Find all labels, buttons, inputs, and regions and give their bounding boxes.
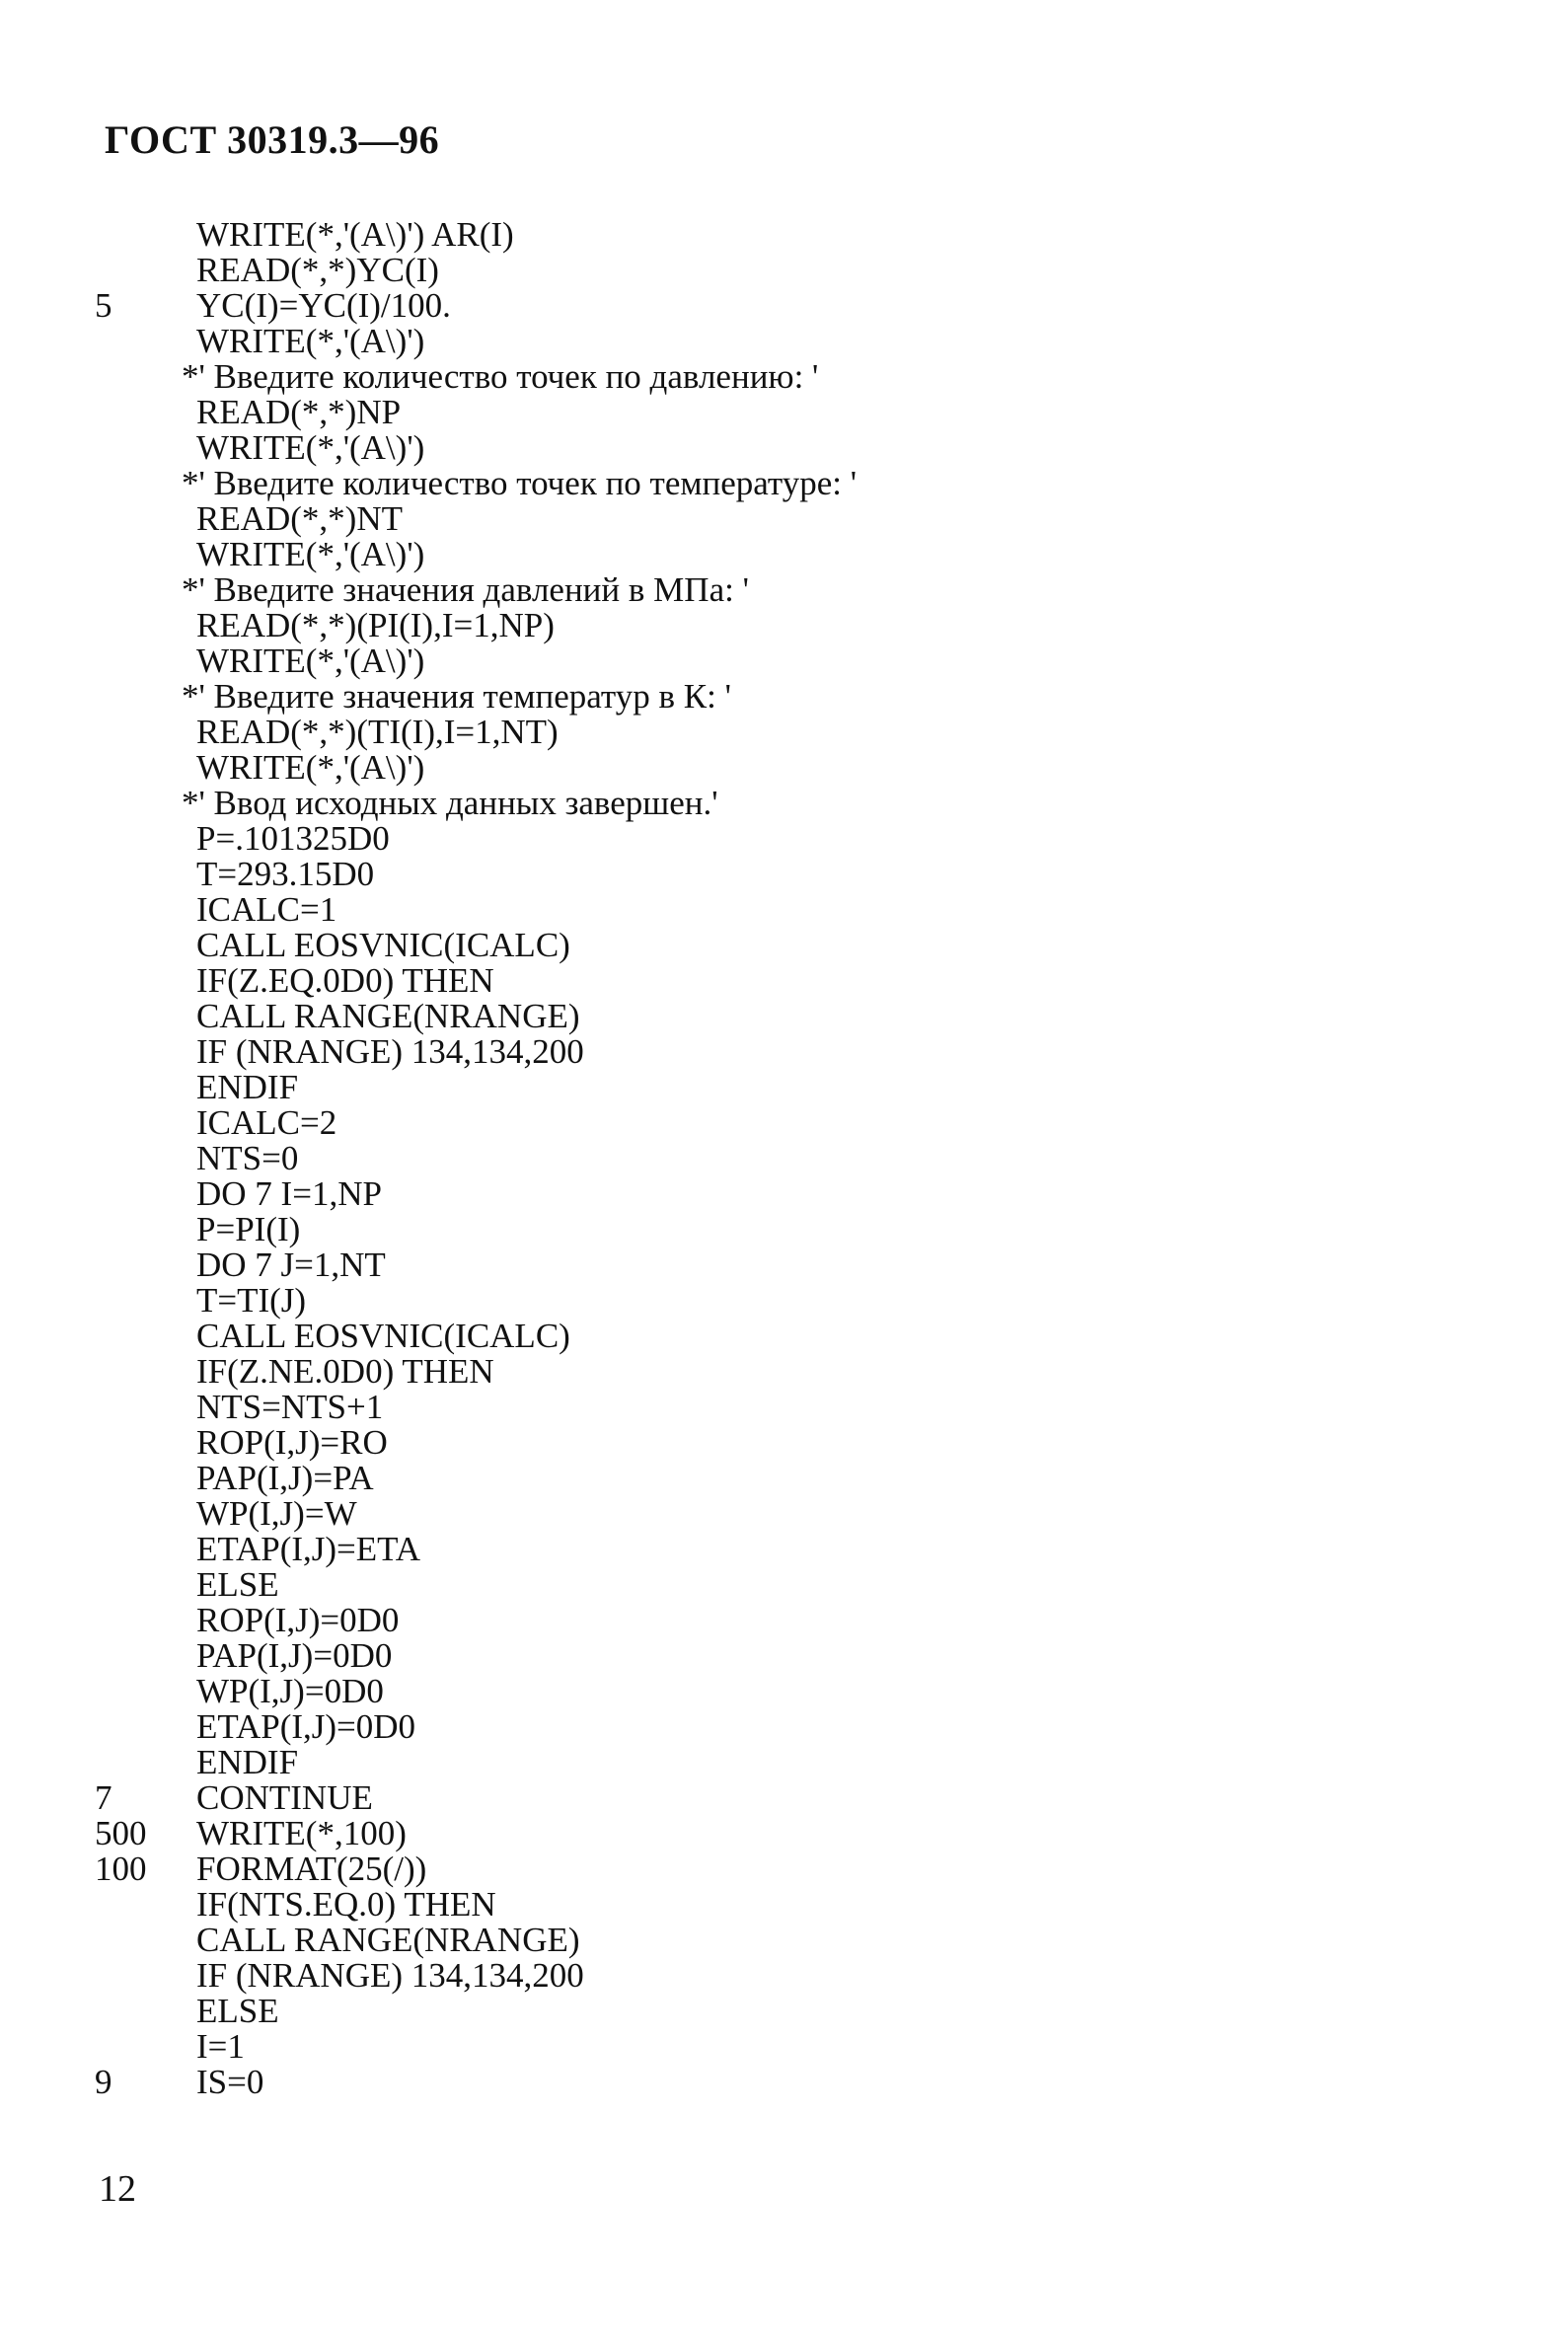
code-line [95,643,1378,679]
code-statement: CALL EOSVNIC(ICALC) [196,1317,570,1355]
code-line [95,1780,1378,1816]
code-line [95,892,1378,928]
code-statement: T=TI(J) [196,1281,307,1320]
code-statement: PAP(I,J)=0D0 [196,1636,393,1675]
code-statement: WRITE(*,'(A\)') [196,428,425,467]
code-statement: WP(I,J)=W [196,1494,357,1533]
statement-label: 5 [95,286,112,325]
code-line [95,1496,1378,1532]
code-line [95,1176,1378,1212]
code-statement: PAP(I,J)=PA [196,1459,374,1497]
code-statement: T=293.15D0 [196,855,375,893]
code-line [95,430,1378,466]
code-statement: *' Введите значения давлений в МПа: ' [182,570,749,609]
code-statement: ROP(I,J)=0D0 [196,1601,400,1639]
code-statement: IF(Z.NE.0D0) THEN [196,1352,494,1391]
code-line [95,928,1378,963]
code-statement: CALL RANGE(NRANGE) [196,997,580,1035]
code-line [95,1425,1378,1461]
code-statement: I=1 [196,2027,245,2066]
code-statement: READ(*,*)NT [196,499,403,538]
code-statement: IS=0 [196,2063,264,2101]
code-line [95,999,1378,1034]
code-line [95,679,1378,715]
code-line [95,1816,1378,1851]
code-statement: YC(I)=YC(I)/100. [196,286,451,325]
code-statement: NTS=NTS+1 [196,1388,384,1426]
code-line [95,2065,1378,2100]
code-statement: IF(Z.EQ.0D0) THEN [196,961,494,1000]
statement-label: 500 [95,1814,147,1852]
code-statement: WRITE(*,'(A\)') [196,322,425,360]
code-line [95,466,1378,501]
code-line [95,537,1378,572]
code-line [95,1603,1378,1638]
statement-label: 100 [95,1849,147,1888]
code-statement: *' Введите значения температур в К: ' [182,677,731,716]
code-statement: CALL RANGE(NRANGE) [196,1921,580,1959]
code-line [95,1354,1378,1390]
code-statement: WRITE(*,'(A\)') AR(I) [196,215,514,254]
code-line [95,1851,1378,1887]
code-line [95,1461,1378,1496]
code-statement: ELSE [196,1565,279,1604]
code-line [95,1070,1378,1105]
code-statement: READ(*,*)NP [196,393,402,431]
code-line [95,1567,1378,1603]
code-line [95,857,1378,892]
code-statement: P=PI(I) [196,1210,301,1248]
code-statement: ENDIF [196,1068,299,1106]
code-statement: ICALC=1 [196,890,337,929]
code-line [95,1283,1378,1319]
code-line [95,1958,1378,1994]
code-line [95,608,1378,643]
code-statement: WRITE(*,100) [196,1814,407,1852]
code-statement: READ(*,*)YC(I) [196,251,439,289]
code-statement: ETAP(I,J)=0D0 [196,1707,416,1746]
code-statement: ELSE [196,1992,279,2030]
code-statement: *' Введите количество точек по давлению: ' [182,357,819,396]
code-statement: CONTINUE [196,1778,373,1817]
code-statement: FORMAT(25(/)) [196,1849,427,1888]
code-line [95,1390,1378,1425]
code-line [95,1994,1378,2029]
code-line [95,715,1378,750]
code-line [95,821,1378,857]
code-line [95,1532,1378,1567]
document-header: ГОСТ 30319.3—96 [105,117,440,162]
code-line [95,1212,1378,1247]
code-line [95,359,1378,395]
code-line [95,1709,1378,1745]
code-statement: WRITE(*,'(A\)') [196,748,425,787]
code-statement: P=.101325D0 [196,819,390,858]
code-line [95,1141,1378,1176]
code-statement: READ(*,*)(PI(I),I=1,NP) [196,606,555,644]
code-line [95,217,1378,253]
code-line [95,572,1378,608]
code-line [95,395,1378,430]
code-statement: IF (NRANGE) 134,134,200 [196,1956,584,1995]
code-line [95,1887,1378,1923]
code-statement: WRITE(*,'(A\)') [196,535,425,573]
code-line [95,1105,1378,1141]
code-statement: IF (NRANGE) 134,134,200 [196,1032,584,1071]
code-statement: *' Ввод исходных данных завершен.' [182,784,718,822]
code-statement: DO 7 I=1,NP [196,1174,382,1213]
code-statement: READ(*,*)(TI(I),I=1,NT) [196,713,559,751]
code-line [95,963,1378,999]
code-line [95,324,1378,359]
code-line [95,1745,1378,1780]
code-line [95,786,1378,821]
code-statement: WP(I,J)=0D0 [196,1672,384,1710]
code-statement: IF(NTS.EQ.0) THEN [196,1885,496,1924]
code-line [95,1034,1378,1070]
code-line [95,2029,1378,2065]
code-line [95,1674,1378,1709]
code-line [95,1247,1378,1283]
code-line [95,253,1378,288]
statement-label: 9 [95,2063,112,2101]
code-statement: DO 7 J=1,NT [196,1245,386,1284]
code-line [95,288,1378,324]
code-statement: CALL EOSVNIC(ICALC) [196,926,570,964]
code-statement: ROP(I,J)=RO [196,1423,388,1462]
code-line [95,1319,1378,1354]
code-line [95,501,1378,537]
code-statement: NTS=0 [196,1139,299,1177]
code-line [95,1638,1378,1674]
code-statement: WRITE(*,'(A\)') [196,642,425,680]
code-line [95,750,1378,786]
statement-label: 7 [95,1778,112,1817]
fortran-code-listing [95,217,1378,2100]
page-number: 12 [99,2168,136,2210]
code-statement: ICALC=2 [196,1103,337,1142]
code-line [95,1923,1378,1958]
code-statement: *' Введите количество точек по температуре: ' [182,464,858,502]
code-statement: ENDIF [196,1743,299,1781]
code-statement: ETAP(I,J)=ETA [196,1530,421,1568]
